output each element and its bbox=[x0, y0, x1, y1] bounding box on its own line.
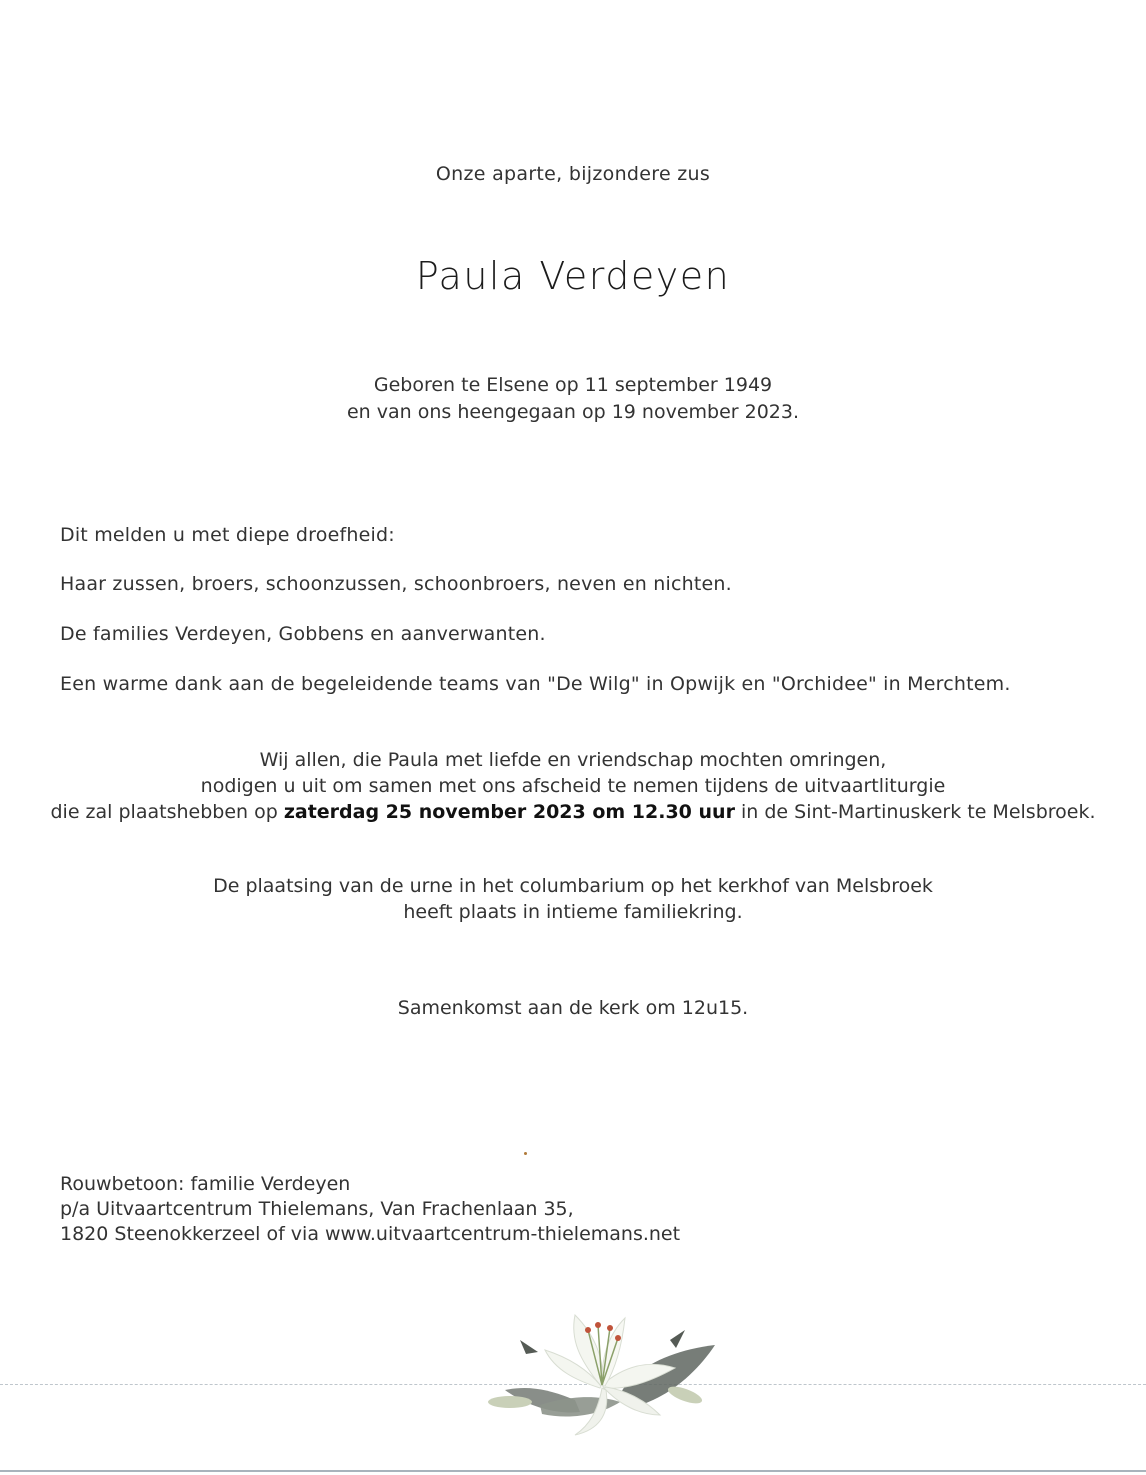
ceremony-line-3-post: in de Sint-Martinuskerk te Melsbroek. bbox=[734, 801, 1096, 823]
ceremony-line-2: nodigen u uit om samen met ons afscheid te nemen tijdens de uitvaartliturgie bbox=[200, 775, 946, 797]
lily-flower-icon bbox=[480, 1290, 720, 1440]
urn-line-2: heeft plaats in intieme familiekring. bbox=[403, 901, 743, 923]
contact-line-3: 1820 Steenokkerzeel of via www.uitvaartcentrum-thielemans.net bbox=[60, 1223, 681, 1245]
bottom-border bbox=[0, 1470, 1146, 1472]
contact-block bbox=[60, 1172, 680, 1247]
ceremony-line-3 bbox=[0, 799, 1146, 825]
ceremony-date-time: zaterdag 25 november 2023 om 12.30 uur bbox=[283, 801, 735, 823]
birth-line: Geboren te Elsene op 11 september 1949 bbox=[373, 374, 773, 396]
urn-line-1: De plaatsing van de urne in het columbarium op het kerkhof van Melsbroek bbox=[213, 875, 933, 897]
gathering-line: Samenkomst aan de kerk om 12u15. bbox=[397, 997, 749, 1019]
ceremony-line-1: Wij allen, die Paula met liefde en vriendschap mochten omringen, bbox=[259, 749, 887, 771]
life-dates bbox=[0, 372, 1146, 426]
ceremony-block bbox=[0, 747, 1146, 825]
scan-speck bbox=[524, 1152, 527, 1155]
death-line: en van ons heengegaan op 19 november 2023. bbox=[346, 401, 800, 423]
contact-line-1: Rouwbetoon: familie Verdeyen bbox=[60, 1173, 351, 1195]
family-line-1: Haar zussen, broers, schoonzussen, schoonbroers, neven en nichten. bbox=[60, 573, 732, 595]
ceremony-line-3-pre: die zal plaatshebben op bbox=[50, 801, 284, 823]
urn-block bbox=[0, 873, 1146, 925]
thanks-line: Een warme dank aan de begeleidende teams van "De Wilg" in Opwijk en "Orchidee" in Merchtem. bbox=[60, 673, 1011, 695]
deceased-name: Paula Verdeyen bbox=[415, 254, 731, 298]
family-line-2: De families Verdeyen, Gobbens en aanverwanten. bbox=[60, 623, 546, 645]
contact-line-2: p/a Uitvaartcentrum Thielemans, Van Frachenlaan 35, bbox=[60, 1198, 574, 1220]
intro-line: Onze aparte, bijzondere zus bbox=[435, 163, 711, 185]
announce-line: Dit melden u met diepe droefheid: bbox=[60, 524, 395, 546]
